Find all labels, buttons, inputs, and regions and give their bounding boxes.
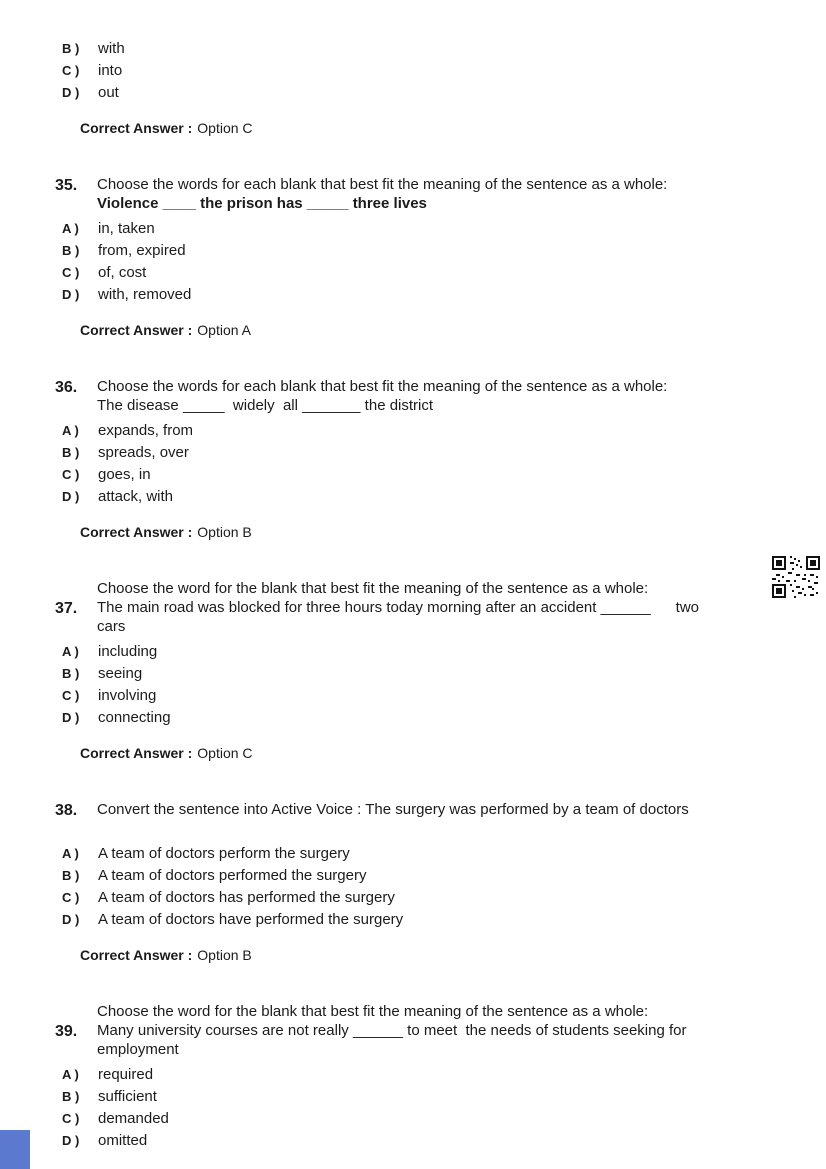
prompt-line: Convert the sentence into Active Voice : The surgery was performed by a team of doctors <box>97 801 689 818</box>
option-row <box>62 284 826 306</box>
options-list <box>55 1064 826 1152</box>
correct-answer <box>80 524 826 541</box>
correct-answer <box>80 947 826 964</box>
prompt-line: The disease _____ widely all _______ the district <box>97 397 434 414</box>
question-block <box>55 800 826 964</box>
option-letter: D ) <box>62 1133 80 1148</box>
option-letter: C ) <box>62 890 80 905</box>
correct-answer-value: Option C <box>197 745 253 761</box>
option-text: sufficient <box>98 1088 157 1105</box>
option-text: from, expired <box>98 242 186 259</box>
question-block <box>55 377 826 541</box>
option-row <box>62 1086 826 1108</box>
option-letter: D ) <box>62 489 80 504</box>
option-letter: C ) <box>62 265 80 280</box>
option-text: A team of doctors has performed the surgery <box>98 889 395 906</box>
prompt-line: The main road was blocked for three hours today morning after an accident ______ two <box>97 599 700 616</box>
option-letter: C ) <box>62 63 80 78</box>
option-text: connecting <box>98 709 171 726</box>
option-row <box>62 663 826 685</box>
question-block <box>55 1002 826 1152</box>
correct-answer-label: Correct Answer : <box>80 120 193 136</box>
correct-answer <box>80 745 826 762</box>
option-letter: D ) <box>62 85 80 100</box>
options-list <box>55 843 826 931</box>
option-row <box>62 685 826 707</box>
question-number: 35. <box>55 177 78 194</box>
option-text: omitted <box>98 1132 148 1149</box>
option-letter: A ) <box>62 846 79 861</box>
option-row <box>62 262 826 284</box>
question-prompt <box>97 1002 826 1059</box>
option-letter: B ) <box>62 41 80 56</box>
option-row <box>62 464 826 486</box>
correct-answer-label: Correct Answer : <box>80 745 193 761</box>
option-text: A team of doctors have performed the surgery <box>98 911 404 928</box>
option-text: goes, in <box>98 466 151 483</box>
question-block <box>55 175 826 339</box>
option-text: into <box>98 62 123 79</box>
option-text: of, cost <box>98 264 147 281</box>
option-text: with <box>98 40 125 57</box>
question-block <box>55 579 826 762</box>
question-prompt <box>97 175 826 213</box>
correct-answer-label: Correct Answer : <box>80 947 193 963</box>
option-text: in, taken <box>98 220 155 237</box>
prompt-line: Choose the words for each blank that best fit the meaning of the sentence as a whole: <box>97 176 668 193</box>
correct-answer-value: Option A <box>197 322 251 338</box>
option-row <box>62 486 826 508</box>
prompt-line: Choose the word for the blank that best fit the meaning of the sentence as a whole: <box>97 1003 649 1020</box>
page-corner-accent <box>0 1130 30 1169</box>
option-letter: A ) <box>62 423 79 438</box>
option-text: with, removed <box>98 286 192 303</box>
option-letter: D ) <box>62 710 80 725</box>
option-text: A team of doctors perform the surgery <box>98 845 350 862</box>
question-number: 38. <box>55 802 78 819</box>
correct-answer <box>80 120 826 137</box>
option-letter: D ) <box>62 287 80 302</box>
option-letter: C ) <box>62 1111 80 1126</box>
option-letter: B ) <box>62 666 80 681</box>
option-text: required <box>98 1066 154 1083</box>
prompt-line: Choose the word for the blank that best fit the meaning of the sentence as a whole: <box>97 580 649 597</box>
option-row <box>62 1130 826 1152</box>
correct-answer-value: Option B <box>197 947 252 963</box>
option-letter: C ) <box>62 688 80 703</box>
options-list <box>55 420 826 508</box>
previous-question-options <box>55 38 826 137</box>
option-row <box>62 218 826 240</box>
prompt-line: employment <box>97 1041 179 1058</box>
option-letter: A ) <box>62 644 79 659</box>
option-letter: B ) <box>62 445 80 460</box>
option-letter: B ) <box>62 868 80 883</box>
options-list <box>55 641 826 729</box>
option-row <box>62 887 826 909</box>
option-row <box>62 1064 826 1086</box>
option-letter: C ) <box>62 467 80 482</box>
qr-code-icon <box>772 556 820 598</box>
question-number: 37. <box>55 600 78 617</box>
prompt-line: cars <box>97 618 126 635</box>
option-row <box>62 865 826 887</box>
option-row <box>62 707 826 729</box>
correct-answer-label: Correct Answer : <box>80 322 193 338</box>
option-row <box>62 442 826 464</box>
option-row <box>62 420 826 442</box>
option-text: involving <box>98 687 157 704</box>
prompt-line: Many university courses are not really ______ to meet the needs of students seeking for <box>97 1022 687 1039</box>
option-text: demanded <box>98 1110 169 1127</box>
question-list <box>55 175 826 1152</box>
correct-answer <box>80 322 826 339</box>
option-row <box>62 909 826 931</box>
option-row <box>62 240 826 262</box>
option-letter: A ) <box>62 1067 79 1082</box>
option-row <box>62 38 826 60</box>
option-text: attack, with <box>98 488 174 505</box>
question-number: 39. <box>55 1023 78 1040</box>
option-row <box>62 1108 826 1130</box>
option-letter: B ) <box>62 243 80 258</box>
option-text: seeing <box>98 665 143 682</box>
options-list <box>55 218 826 306</box>
option-text: spreads, over <box>98 444 189 461</box>
option-text: including <box>98 643 158 660</box>
option-row <box>62 641 826 663</box>
option-row <box>62 843 826 865</box>
prompt-line: Violence ____ the prison has _____ three lives <box>97 195 427 212</box>
option-letter: D ) <box>62 912 80 927</box>
option-letter: A ) <box>62 221 79 236</box>
question-number: 36. <box>55 379 78 396</box>
question-prompt <box>97 377 826 415</box>
option-letter: B ) <box>62 1089 80 1104</box>
question-prompt <box>97 800 826 819</box>
option-row <box>62 60 826 82</box>
option-text: A team of doctors performed the surgery <box>98 867 367 884</box>
question-prompt <box>97 579 826 636</box>
correct-answer-value: Option C <box>197 120 253 136</box>
option-row <box>62 82 826 104</box>
correct-answer-label: Correct Answer : <box>80 524 193 540</box>
option-text: out <box>98 84 119 101</box>
option-text: expands, from <box>98 422 194 439</box>
prompt-line: Choose the words for each blank that best fit the meaning of the sentence as a whole: <box>97 378 668 395</box>
correct-answer-value: Option B <box>197 524 252 540</box>
